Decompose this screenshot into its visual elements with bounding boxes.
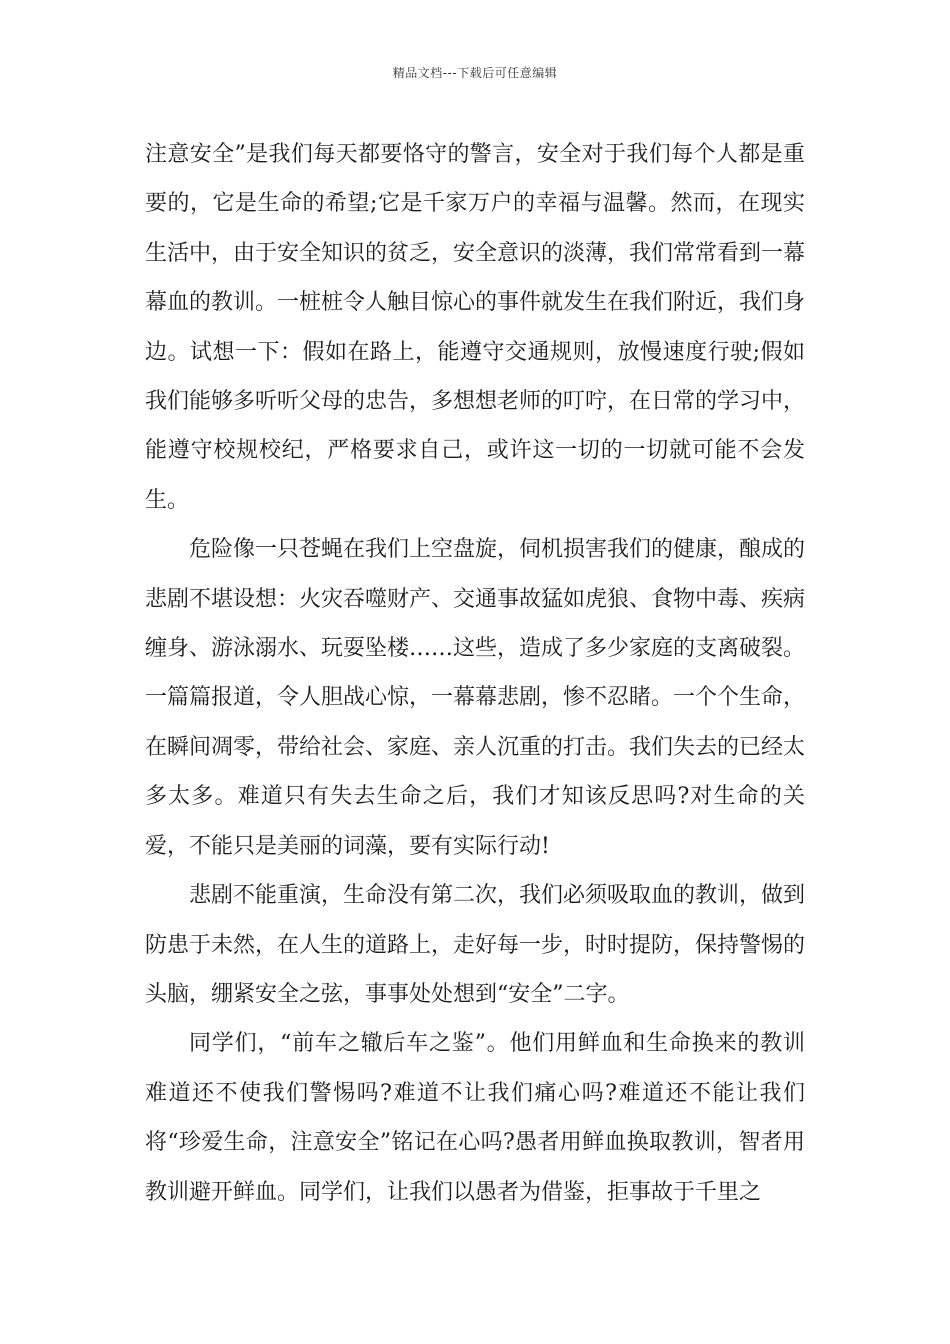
document-body [145,130,805,1217]
paragraph-2: 危险像一只苍蝇在我们上空盘旋，伺机损害我们的健康，酿成的悲剧不堪设想：火灾吞噬财产、交通事故猛如虎狼、食物中毒、疾病缠身、游泳溺水、玩耍坠楼……这些，造成了多少家庭的支离破裂。一篇篇报道，令人胆战心惊，一幕幕悲剧，惨不忍睹。一个个生命，在瞬间凋零，带给社会、家庭、亲人沉重的打击。我们失去的已经太多太多。难道只有失去生命之后，我们才知该反思吗?对生命的关爱，不能只是美丽的词藻，要有实际行动! [145,537,806,859]
paragraph-4: 同学们，“前车之辙后车之鉴”。他们用鲜血和生命换来的教训难道还不使我们警惕吗?难道不让我们痛心吗?难道还不能让我们将“珍爱生命，注意安全”铭记在心吗?愚者用鲜血换取教训，智者用教训避开鲜血。同学们，让我们以愚者为借鉴，拒事故于千里之 [145,1031,805,1205]
paragraph-3: 悲剧不能重演，生命没有第二次，我们必须吸取血的教训，做到防患于未然，在人生的道路上，走好每一步，时时提防，保持警惕的头脑，绷紧安全之弦，事事处处想到“安全”二字。 [145,883,806,1007]
page-header: 精品文档---下载后可任意编辑 [392,66,558,80]
paragraph-1: 注意安全”是我们每天都要恪守的警言，安全对于我们每个人都是重要的，它是生命的希望;它是千家万户的幸福与温馨。然而，在现实生活中，由于安全知识的贫乏，安全意识的淡薄，我们常常看到一幕幕血的教训。一桩桩令人触目惊心的事件就发生在我们附近，我们身边。试想一下：假如在路上，能遵守交通规则，放慢速度行驶;假如我们能够多听听父母的忠告，多想想老师的叮咛，在日常的学习中，能遵守校规校纪，严格要求自己，或许这一切的一切就可能不会发生。 [145,142,806,513]
